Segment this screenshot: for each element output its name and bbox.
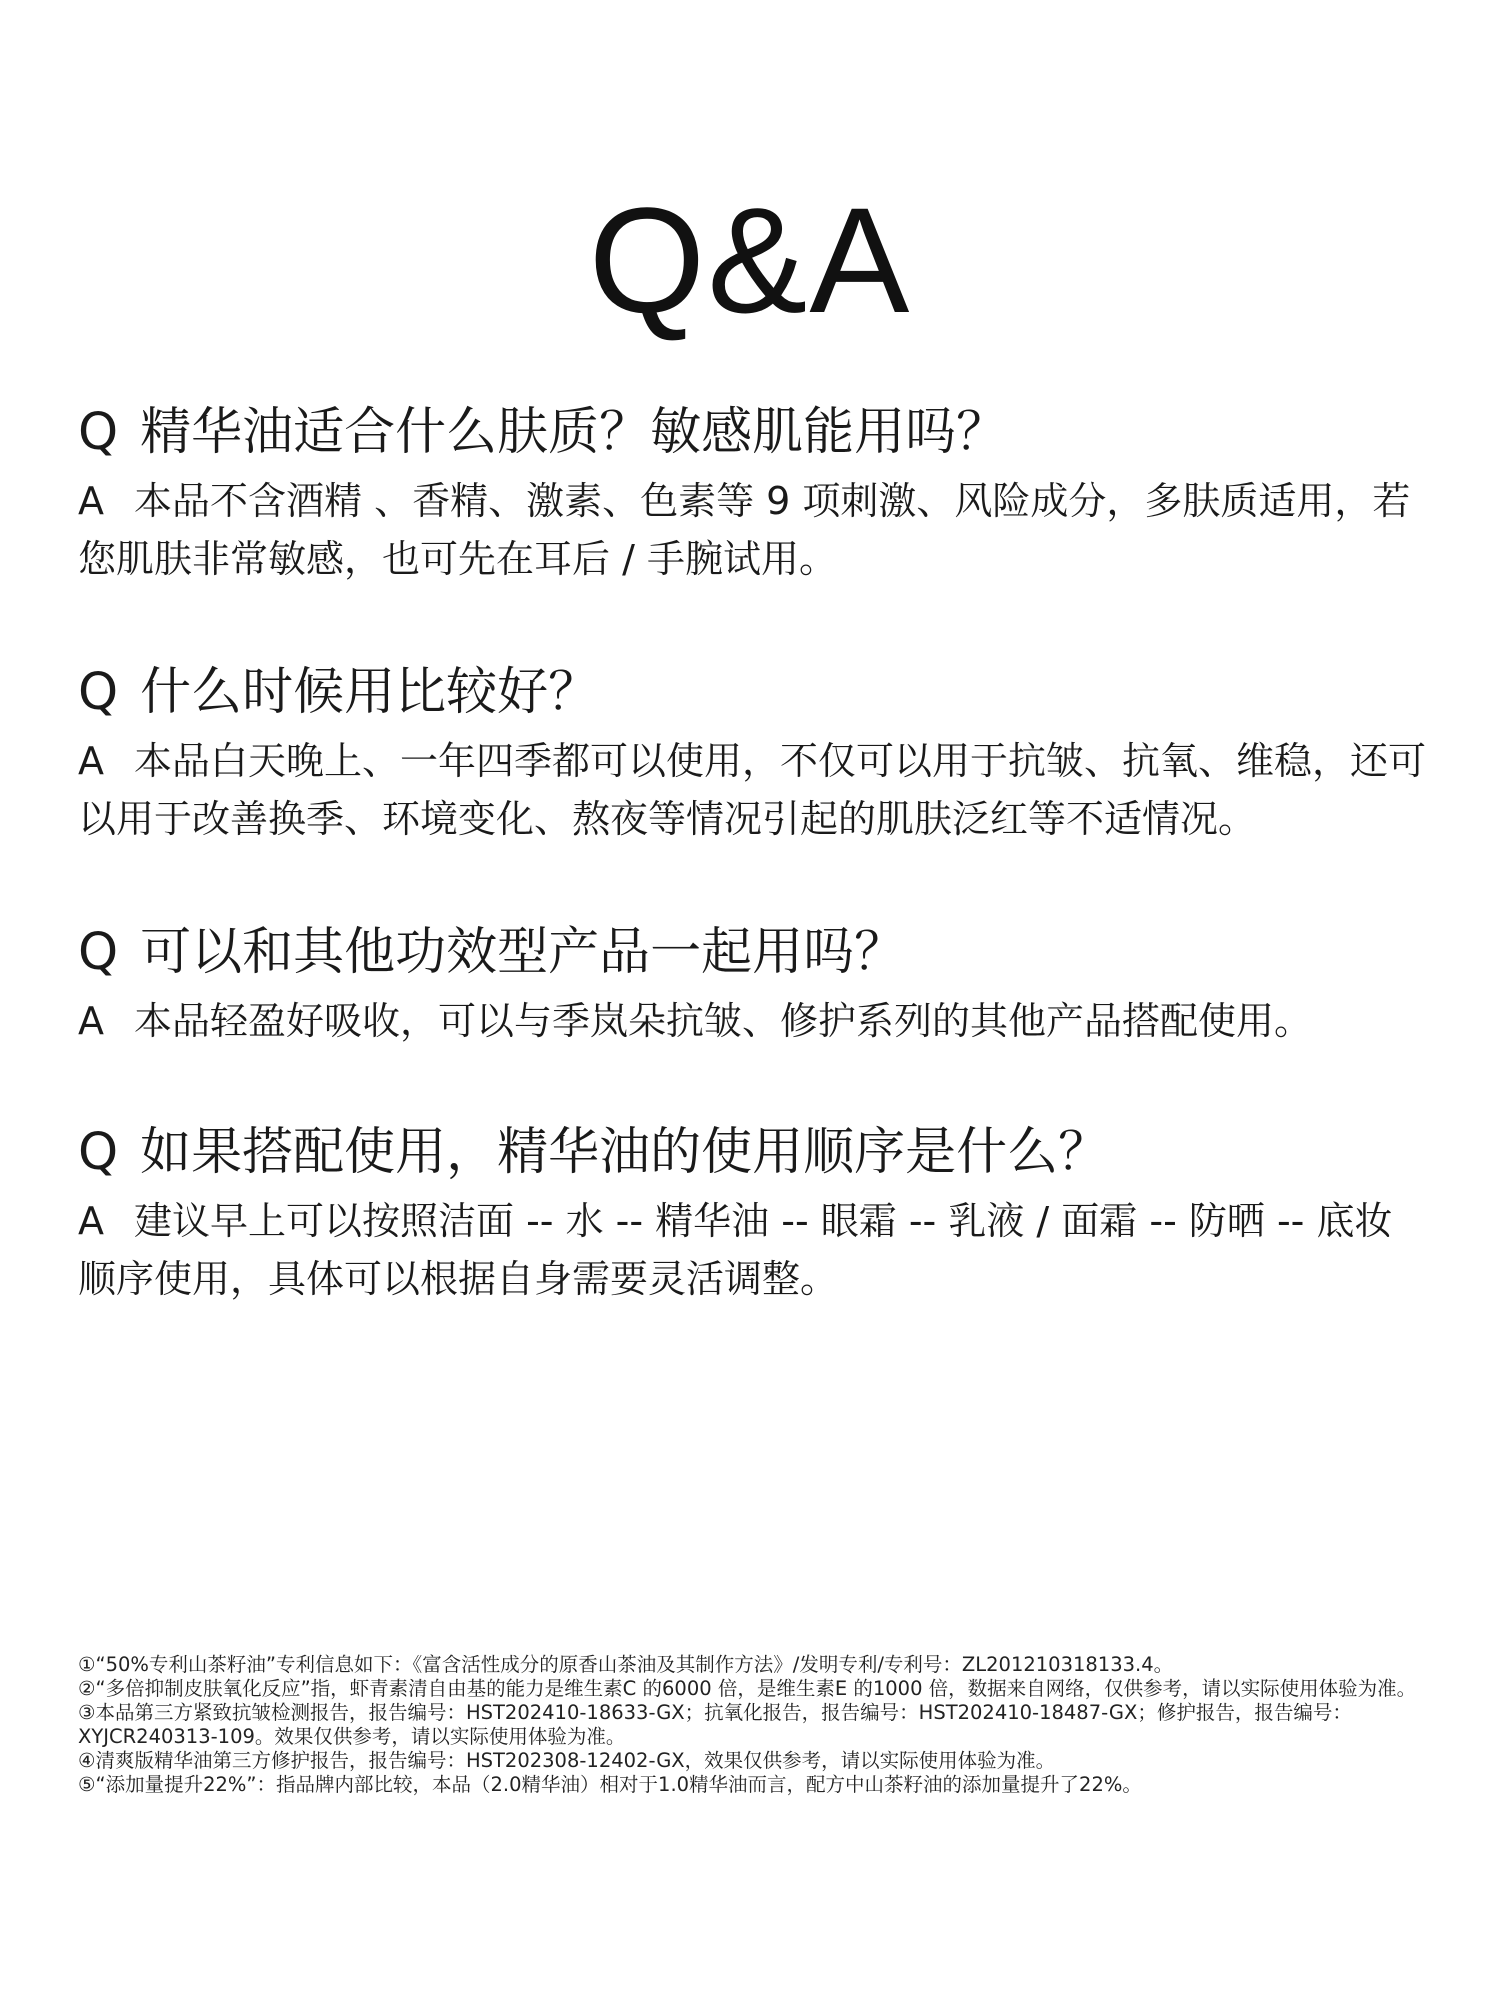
footnote: ①“50%专利山茶籽油”专利信息如下：《富含活性成分的原香山茶油及其制作方法》/发明专利/专利号：ZL201210318133.4。 <box>78 1653 1174 1676</box>
answer <box>78 1192 1428 1308</box>
answer <box>78 992 1428 1050</box>
question-prefix: Q <box>78 923 119 982</box>
answer-prefix: A <box>78 1199 104 1243</box>
footnote: ③本品第三方紧致抗皱检测报告，报告编号：HST202410-18633-GX；抗氧化报告，报告编号：HST202410-18487-GX；修护报告，报告编号：XYJCR240313-109。效果仅供参考，请以实际使用体验为准。 <box>78 1701 1352 1748</box>
qa-item <box>78 922 1428 1050</box>
question-prefix: Q <box>78 1123 119 1182</box>
question <box>78 402 1428 464</box>
footnote: ⑤“添加量提升22%”：指品牌内部比较，本品（2.0精华油）相对于1.0精华油而言，配方中山茶籽油的添加量提升了22%。 <box>78 1773 1142 1796</box>
answer-prefix: A <box>78 739 104 783</box>
question-text: 如果搭配使用，精华油的使用顺序是什么？ <box>140 1123 1110 1182</box>
answer-prefix: A <box>78 999 104 1043</box>
answer-text: 本品白天晚上、一年四季都可以使用，不仅可以用于抗皱、抗氧、维稳，还可以用于改善换季、环境变化、熬夜等情况引起的肌肤泛红等不适情况。 <box>78 739 1427 841</box>
qa-item <box>78 402 1428 588</box>
answer-text: 建议早上可以按照洁面 -- 水 -- 精华油 -- 眼霜 -- 乳液 / 面霜 -- 防晒 -- 底妆顺序使用，具体可以根据自身需要灵活调整。 <box>78 1199 1393 1301</box>
question-prefix: Q <box>78 663 119 722</box>
page-title: Q&A <box>588 176 912 344</box>
footnote: ④清爽版精华油第三方修护报告，报告编号：HST202308-12402-GX，效果仅供参考，请以实际使用体验为准。 <box>78 1749 1056 1772</box>
question <box>78 1122 1428 1184</box>
footnotes <box>78 1653 1428 1797</box>
question <box>78 662 1428 724</box>
question-text: 什么时候用比较好？ <box>140 663 600 722</box>
answer <box>78 472 1428 588</box>
question <box>78 922 1428 984</box>
question-text: 可以和其他功效型产品一起用吗？ <box>140 923 906 982</box>
answer-text: 本品不含酒精 、香精、激素、色素等 9 项刺激、风险成分，多肤质适用，若您肌肤非常敏感，也可先在耳后 / 手腕试用。 <box>78 479 1411 581</box>
question-text: 精华油适合什么肤质？敏感肌能用吗？ <box>140 403 1008 462</box>
answer-prefix: A <box>78 479 104 523</box>
answer <box>78 732 1428 848</box>
footnote: ②“多倍抑制皮肤氧化反应”指，虾青素清自由基的能力是维生素C 的6000 倍，是维生素E 的1000 倍，数据来自网络，仅供参考，请以实际使用体验为准。 <box>78 1677 1417 1700</box>
qa-item <box>78 1122 1428 1308</box>
answer-text: 本品轻盈好吸收，可以与季岚朵抗皱、修护系列的其他产品搭配使用。 <box>134 999 1313 1043</box>
question-prefix: Q <box>78 403 119 462</box>
qa-item <box>78 662 1428 848</box>
